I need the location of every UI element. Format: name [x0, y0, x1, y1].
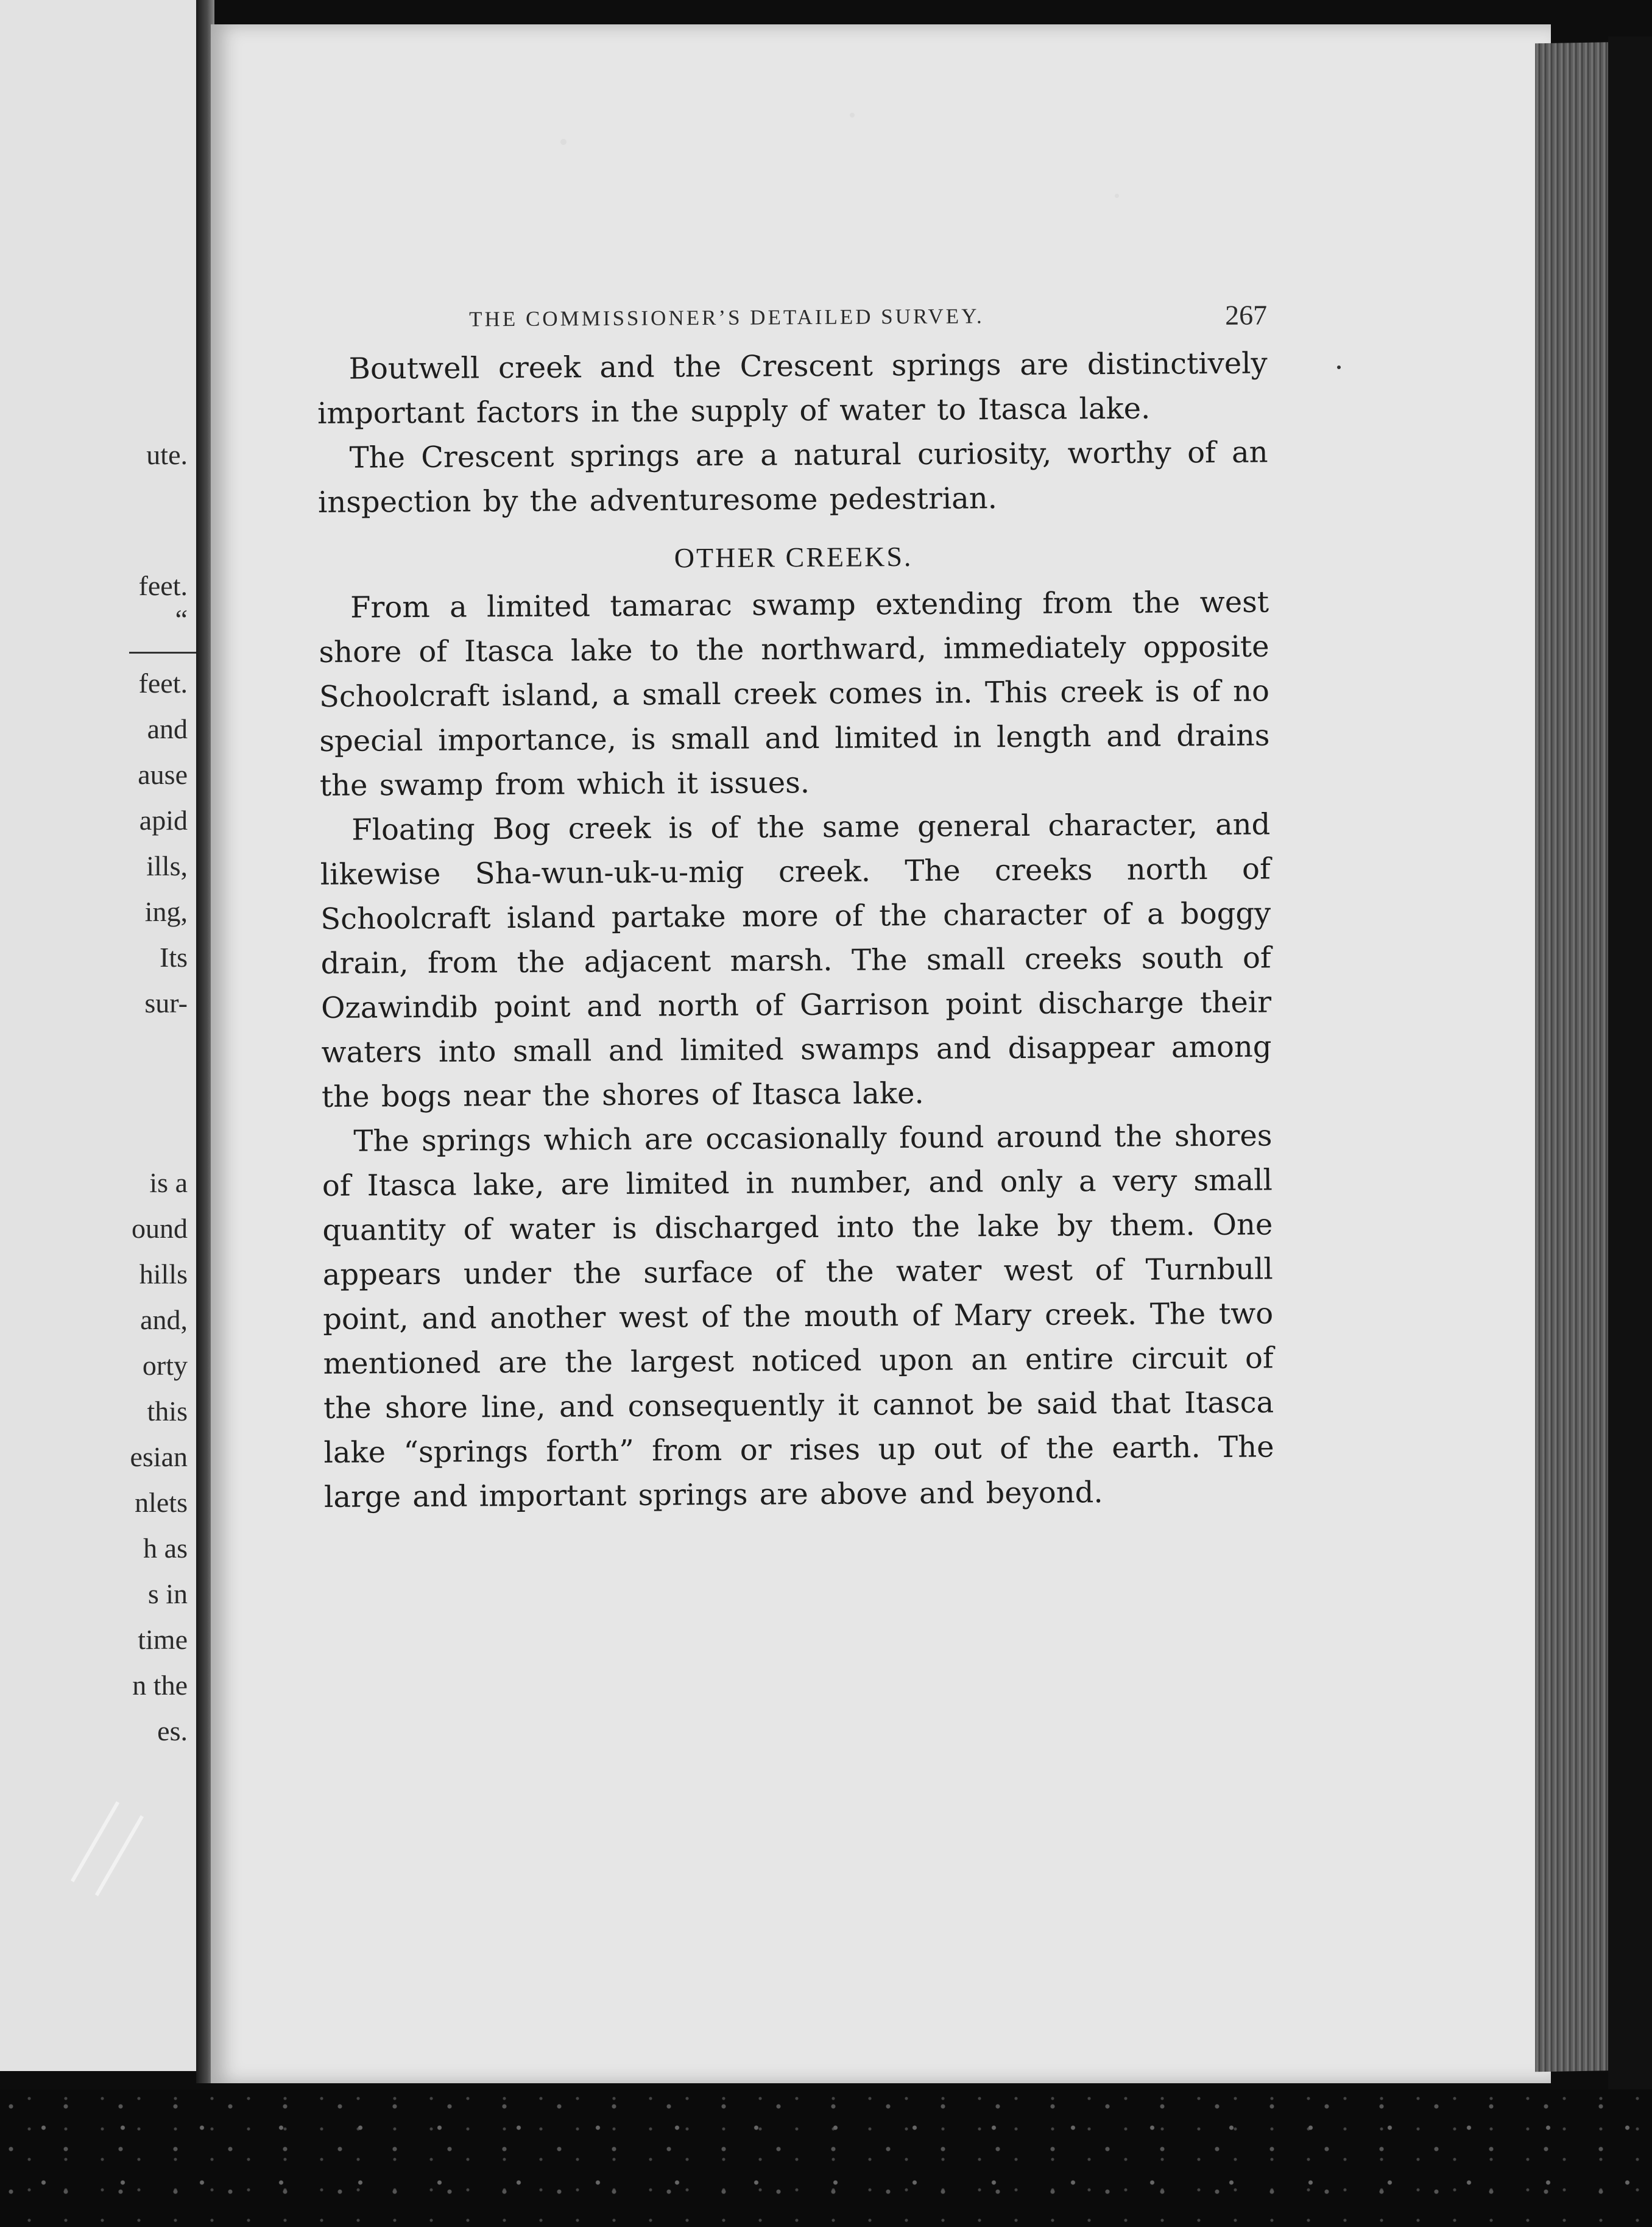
- left-line: hills: [139, 1258, 188, 1290]
- left-line: ute.: [146, 439, 188, 470]
- left-line: esian: [130, 1441, 188, 1472]
- scan-border-noise: [0, 2089, 1652, 2227]
- page-number: 267: [1225, 299, 1268, 331]
- paragraph: From a limited tamarac swamp extending from the west shore of Itasca lake to the northward, immediately opposite Schoolcraft island, a small creek comes in. This creek is of no special importance, is small and limited in length and drains the swamp from which it issues.: [319, 585, 1270, 803]
- paragraph: The Crescent springs are a natural curiosity, worthy of an inspection by the adventuresome pedestrian.: [317, 435, 1268, 520]
- scan-speck: [560, 139, 567, 145]
- left-line: s in: [147, 1578, 188, 1609]
- left-line: “: [175, 604, 188, 635]
- left-line: feet.: [138, 668, 188, 699]
- left-line: Its: [160, 942, 188, 973]
- section-heading: OTHER CREEKS.: [674, 541, 913, 574]
- page-header: [317, 292, 1267, 347]
- left-line: ills,: [146, 850, 188, 881]
- left-page: [0, 0, 202, 2071]
- left-rule: [129, 652, 196, 654]
- left-line: feet.: [138, 570, 188, 601]
- left-line: orty: [142, 1350, 188, 1381]
- left-line: es.: [157, 1715, 188, 1746]
- page-edges-shadow: [1608, 37, 1652, 2108]
- left-line: sur-: [144, 987, 188, 1018]
- paragraph: The springs which are occasionally found around the shores of Itasca lake, are limited in number, and only a very small quantity of water is discharged into the lake by them. One appears under the surface of the water west of Turnbull point, and another west of the mouth of Mary creek. The two mentioned are the largest noticed upon an entire circuit of the shore line, and consequently it cannot be said that Itasca lake “springs forth” from or rises up out of the earth. The large and important springs are above and beyond.: [322, 1118, 1274, 1514]
- left-line: apid: [139, 805, 188, 836]
- page-text-block: [317, 292, 1274, 1519]
- scan-speck: [1115, 194, 1119, 198]
- scan-speck: [1337, 365, 1341, 369]
- left-line: ause: [138, 759, 188, 790]
- running-head: THE COMMISSIONER’S DETAILED SURVEY.: [469, 304, 984, 331]
- paragraph: Boutwell creek and the Crescent springs are distinctively important factors in the supply of water to Itasca lake.: [317, 346, 1268, 431]
- scan-speck: [850, 113, 855, 118]
- left-line: is a: [149, 1167, 188, 1198]
- left-line: h as: [143, 1533, 188, 1564]
- left-line: time: [138, 1624, 188, 1655]
- left-line: n the: [132, 1670, 188, 1701]
- left-line: nlets: [135, 1487, 188, 1518]
- left-line: and: [147, 713, 188, 744]
- paragraph: Floating Bog creek is of the same general character, and likewise Sha-wun-uk-u-mig creek. The creeks north of Schoolcraft island partake more of the character of a boggy drain, from the adjacent marsh. The small creeks south of Ozawindib point and north of Garrison point discharge their waters into small and limited swamps and disappear among the bogs near the shores of Itasca lake.: [320, 807, 1272, 1114]
- left-line: ing,: [144, 896, 188, 927]
- left-line: ound: [132, 1213, 188, 1244]
- left-line: this: [147, 1396, 188, 1427]
- left-line: and,: [140, 1304, 188, 1335]
- scan-streak: [71, 1801, 144, 1896]
